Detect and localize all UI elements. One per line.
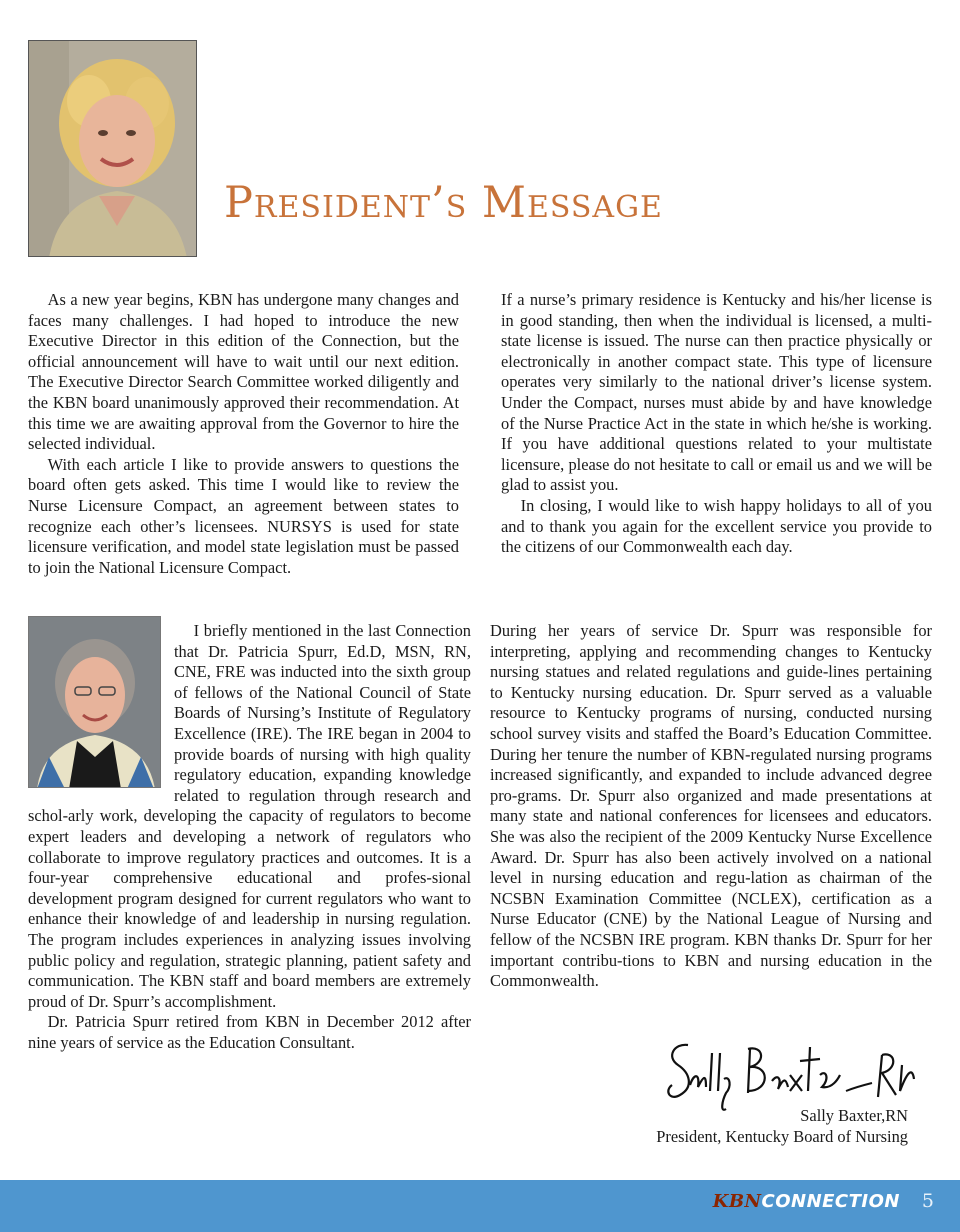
president-portrait-image	[29, 41, 197, 257]
signature-block	[656, 1106, 908, 1147]
publication-logo	[713, 1191, 900, 1212]
page-title: President’s Message	[224, 178, 663, 228]
logo-kbn: KBN	[712, 1191, 762, 1212]
logo-connection: CONNECTION	[761, 1191, 900, 1212]
paragraph: I briefly mentioned in the last Connection that Dr. Patricia Spurr, Ed.D, MSN, RN, CNE, FRE was inducted into the sixth group of fellows of the National Council of State Boards of Nursing’s Institute of Regulatory Excellence (IRE). The IRE began in 2004 to provide boards of nursing with high quality regulatory education, expanding knowledge related to regulation through research and schol-arly work, developing the capacity of regulators to become expert leaders and developing a network of regulators who collaborate to improve regulatory practices and outcomes. It is a four-year comprehensive educational and profes-sional development program designed for current regulators who want to enhance their knowledge of and leadership in nursing regulation. The program includes experiences in analyzing issues involving public policy and regulation, strategic planning, patient safety and communication. The KBN staff and board members are extremely proud of Dr. Spurr’s accomplishment.	[28, 621, 471, 1011]
spurr-column-left	[28, 621, 471, 1053]
paragraph: With each article I like to provide answers to questions the board often gets asked. This time I would like to review the Nurse Licensure Compact, an agreement between states to recognize each other’s licensees. NURSYS is used for state licensure verification, and model state legislation must be passed to join the National Licensure Compact.	[28, 454, 459, 577]
president-photo	[28, 40, 197, 257]
paragraph: During her years of service Dr. Spurr was responsible for interpreting, applying and recommending changes to Kentucky nursing statues and related regulations and guide-lines pertaining to Kentucky nursing education. Dr. Spurr served as a valuable resource to Kentucky programs of nursing, conducted nursing school survey visits and staffed the Board’s Education Committee. During her tenure the number of KBN-regulated nursing programs increased significantly, and expanded to include advanced degree pro-grams. Dr. Spurr also organized and made presentations at many state and national conferences for licensees and educators. She was also the recipient of the 2009 Kentucky Nurse Excellence Award. Dr. Spurr has also been actively involved on a national level in nursing education and regu-lation as chairman of the NCSBN Examination Committee (NCLEX), certification as a Nurse Educator (CNE) by the National League of Nursing and fellow of the NCSBN IRE program. KBN thanks Dr. Spurr for her important contribu-tions to KBN and nursing education in the Commonwealth.	[490, 621, 932, 991]
page-number: 5	[921, 1190, 934, 1212]
intro-column-left	[28, 290, 459, 578]
signer-role: President, Kentucky Board of Nursing	[656, 1126, 908, 1146]
paragraph: As a new year begins, KBN has undergone many changes and faces many challenges. I had hoped to introduce the new Executive Director in this edition of the Connection, but the official announcement will have to wait until our next edition. The Executive Director Search Committee worked diligently and the KBN board unanimously approved their recommendation. At this time we are awaiting approval from the Governor to hire the selected individual.	[28, 290, 459, 454]
paragraph: Dr. Patricia Spurr retired from KBN in December 2012 after nine years of service as the Education Consultant.	[28, 1012, 471, 1052]
photo-spacer	[28, 621, 174, 793]
intro-column-right	[501, 290, 932, 558]
paragraph: If a nurse’s primary residence is Kentucky and his/her license is in good standing, then when the individual is licensed, a multi-state license is issued. The nurse can then practice physically or electronically in another compact state. This type of licensure operates very similarly to the national driver’s license system. Under the Compact, nurses must abide by and have knowledge of the Nurse Practice Act in the state in which he/she is working. If you have additional questions related to your multistate licensure, please do not hesitate to call or email us and we will be glad to assist you.	[501, 290, 932, 495]
spurr-column-right	[490, 621, 932, 992]
paragraph: In closing, I would like to wish happy holidays to all of you and to thank you again for the excellent service you provide to the citizens of our Commonwealth each day.	[501, 495, 932, 557]
signer-name: Sally Baxter,RN	[800, 1106, 908, 1125]
